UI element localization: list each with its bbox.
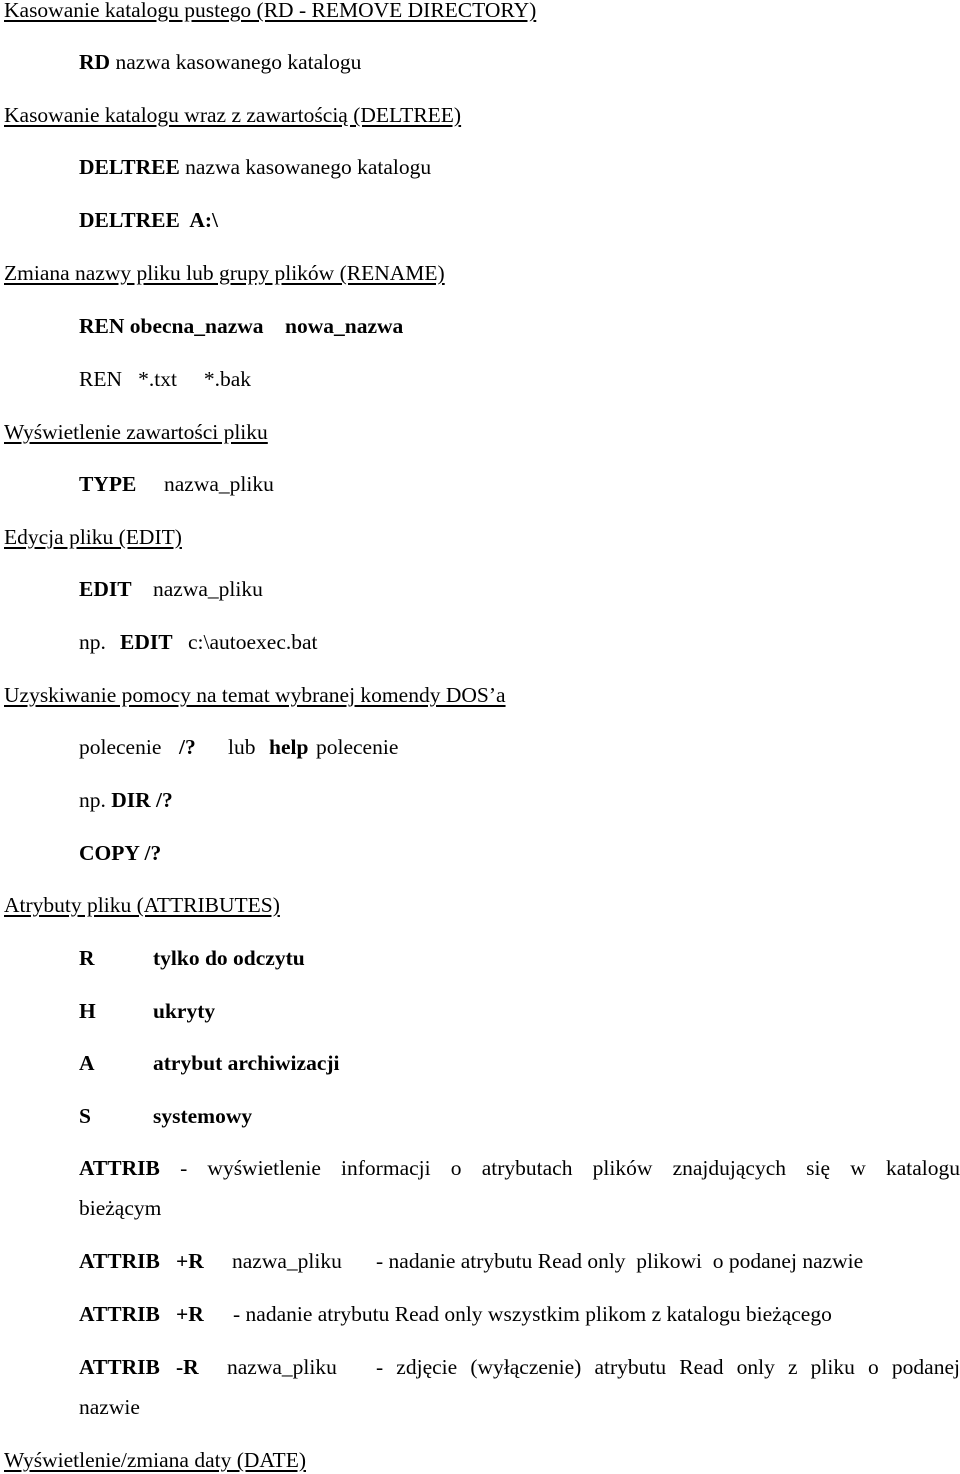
help-word-polecenie: polecenie bbox=[79, 735, 162, 759]
help-word-lub: lub bbox=[228, 735, 256, 759]
command-keyword: ATTRIB +R bbox=[79, 1302, 204, 1326]
command-keyword: ATTRIB bbox=[79, 1156, 160, 1180]
command-argument: c:\autoexec.bat bbox=[188, 630, 318, 654]
deltree-syntax bbox=[79, 154, 431, 180]
section-heading-edit: Edycja pliku (EDIT) bbox=[4, 525, 182, 549]
attrib-label: tylko do odczytu bbox=[153, 946, 305, 970]
command-keyword: DIR /? bbox=[111, 788, 173, 812]
attrib-code: A bbox=[79, 1051, 95, 1075]
help-example-dir bbox=[79, 787, 173, 813]
command-keyword: EDIT bbox=[79, 577, 132, 601]
attrib-cmd-list-cont: bieżącym bbox=[79, 1196, 162, 1220]
attrib-code: R bbox=[79, 946, 95, 970]
section-heading-date: Wyświetlenie/zmiana daty (DATE) bbox=[4, 1448, 306, 1472]
help-switch: /? bbox=[179, 735, 196, 759]
attrib-cmd-clear-file-cont: nazwie bbox=[79, 1395, 140, 1419]
rename-syntax: REN obecna_nazwa nowa_nazwa bbox=[79, 314, 404, 338]
help-keyword: help bbox=[269, 735, 309, 759]
attrib-cmd-set-all bbox=[79, 1301, 832, 1327]
command-keyword: DELTREE bbox=[79, 155, 180, 179]
command-keyword: ATTRIB +R bbox=[79, 1249, 204, 1273]
attrib-cmd-set-file bbox=[79, 1248, 864, 1274]
attrib-code: S bbox=[79, 1104, 91, 1128]
command-argument: nazwa_pliku bbox=[164, 472, 274, 496]
edit-example bbox=[79, 629, 318, 655]
command-argument: nazwa_pliku bbox=[232, 1249, 342, 1273]
command-keyword: EDIT bbox=[120, 630, 173, 654]
help-syntax bbox=[79, 734, 399, 760]
type-syntax bbox=[79, 471, 274, 497]
section-heading-help: Uzyskiwanie pomocy na temat wybranej komendy DOS’a bbox=[4, 683, 506, 707]
command-keyword: ATTRIB -R bbox=[79, 1355, 199, 1379]
command-argument: nazwa kasowanego katalogu bbox=[115, 50, 362, 74]
section-heading-rd: Kasowanie katalogu pustego (RD - REMOVE DIRECTORY) bbox=[4, 0, 537, 22]
command-description: - wyświetlenie informacji o atrybutach plików znajdujących się w katalogu bbox=[180, 1156, 960, 1180]
section-heading-rename: Zmiana nazwy pliku lub grupy plików (RENAME) bbox=[4, 261, 445, 285]
help-word-polecenie-2: polecenie bbox=[316, 735, 399, 759]
command-argument: nazwa_pliku bbox=[227, 1355, 337, 1379]
attrib-item bbox=[79, 1050, 340, 1076]
example-prefix: np. bbox=[79, 788, 106, 812]
command-description: - nadanie atrybutu Read only wszystkim plikom z katalogu bieżącego bbox=[233, 1302, 832, 1326]
deltree-example: DELTREE A:\ bbox=[79, 208, 219, 232]
attrib-label: ukryty bbox=[153, 999, 216, 1023]
example-prefix: np. bbox=[79, 630, 106, 654]
command-description: - zdjęcie (wyłączenie) atrybutu Read only z pliku o podanej bbox=[376, 1355, 960, 1379]
attrib-label: atrybut archiwizacji bbox=[153, 1051, 340, 1075]
attrib-item bbox=[79, 998, 216, 1024]
rd-syntax bbox=[79, 49, 361, 75]
section-heading-attrib: Atrybuty pliku (ATTRIBUTES) bbox=[4, 893, 280, 917]
rename-example: REN *.txt *.bak bbox=[79, 367, 251, 391]
command-argument: nazwa_pliku bbox=[153, 577, 263, 601]
command-description: - nadanie atrybutu Read only plikowi o podanej nazwie bbox=[376, 1249, 864, 1273]
command-keyword: TYPE bbox=[79, 472, 137, 496]
attrib-cmd-clear-file bbox=[79, 1354, 960, 1380]
attrib-item bbox=[79, 945, 305, 971]
attrib-label: systemowy bbox=[153, 1104, 253, 1128]
section-heading-deltree: Kasowanie katalogu wraz z zawartością (DELTREE) bbox=[4, 103, 462, 127]
attrib-item bbox=[79, 1103, 253, 1129]
command-keyword: RD bbox=[79, 50, 111, 74]
section-heading-type: Wyświetlenie zawartości pliku bbox=[4, 420, 268, 444]
attrib-code: H bbox=[79, 999, 96, 1023]
command-argument: nazwa kasowanego katalogu bbox=[185, 155, 432, 179]
edit-syntax bbox=[79, 576, 263, 602]
attrib-cmd-list bbox=[79, 1155, 960, 1181]
help-example-copy: COPY /? bbox=[79, 841, 162, 865]
